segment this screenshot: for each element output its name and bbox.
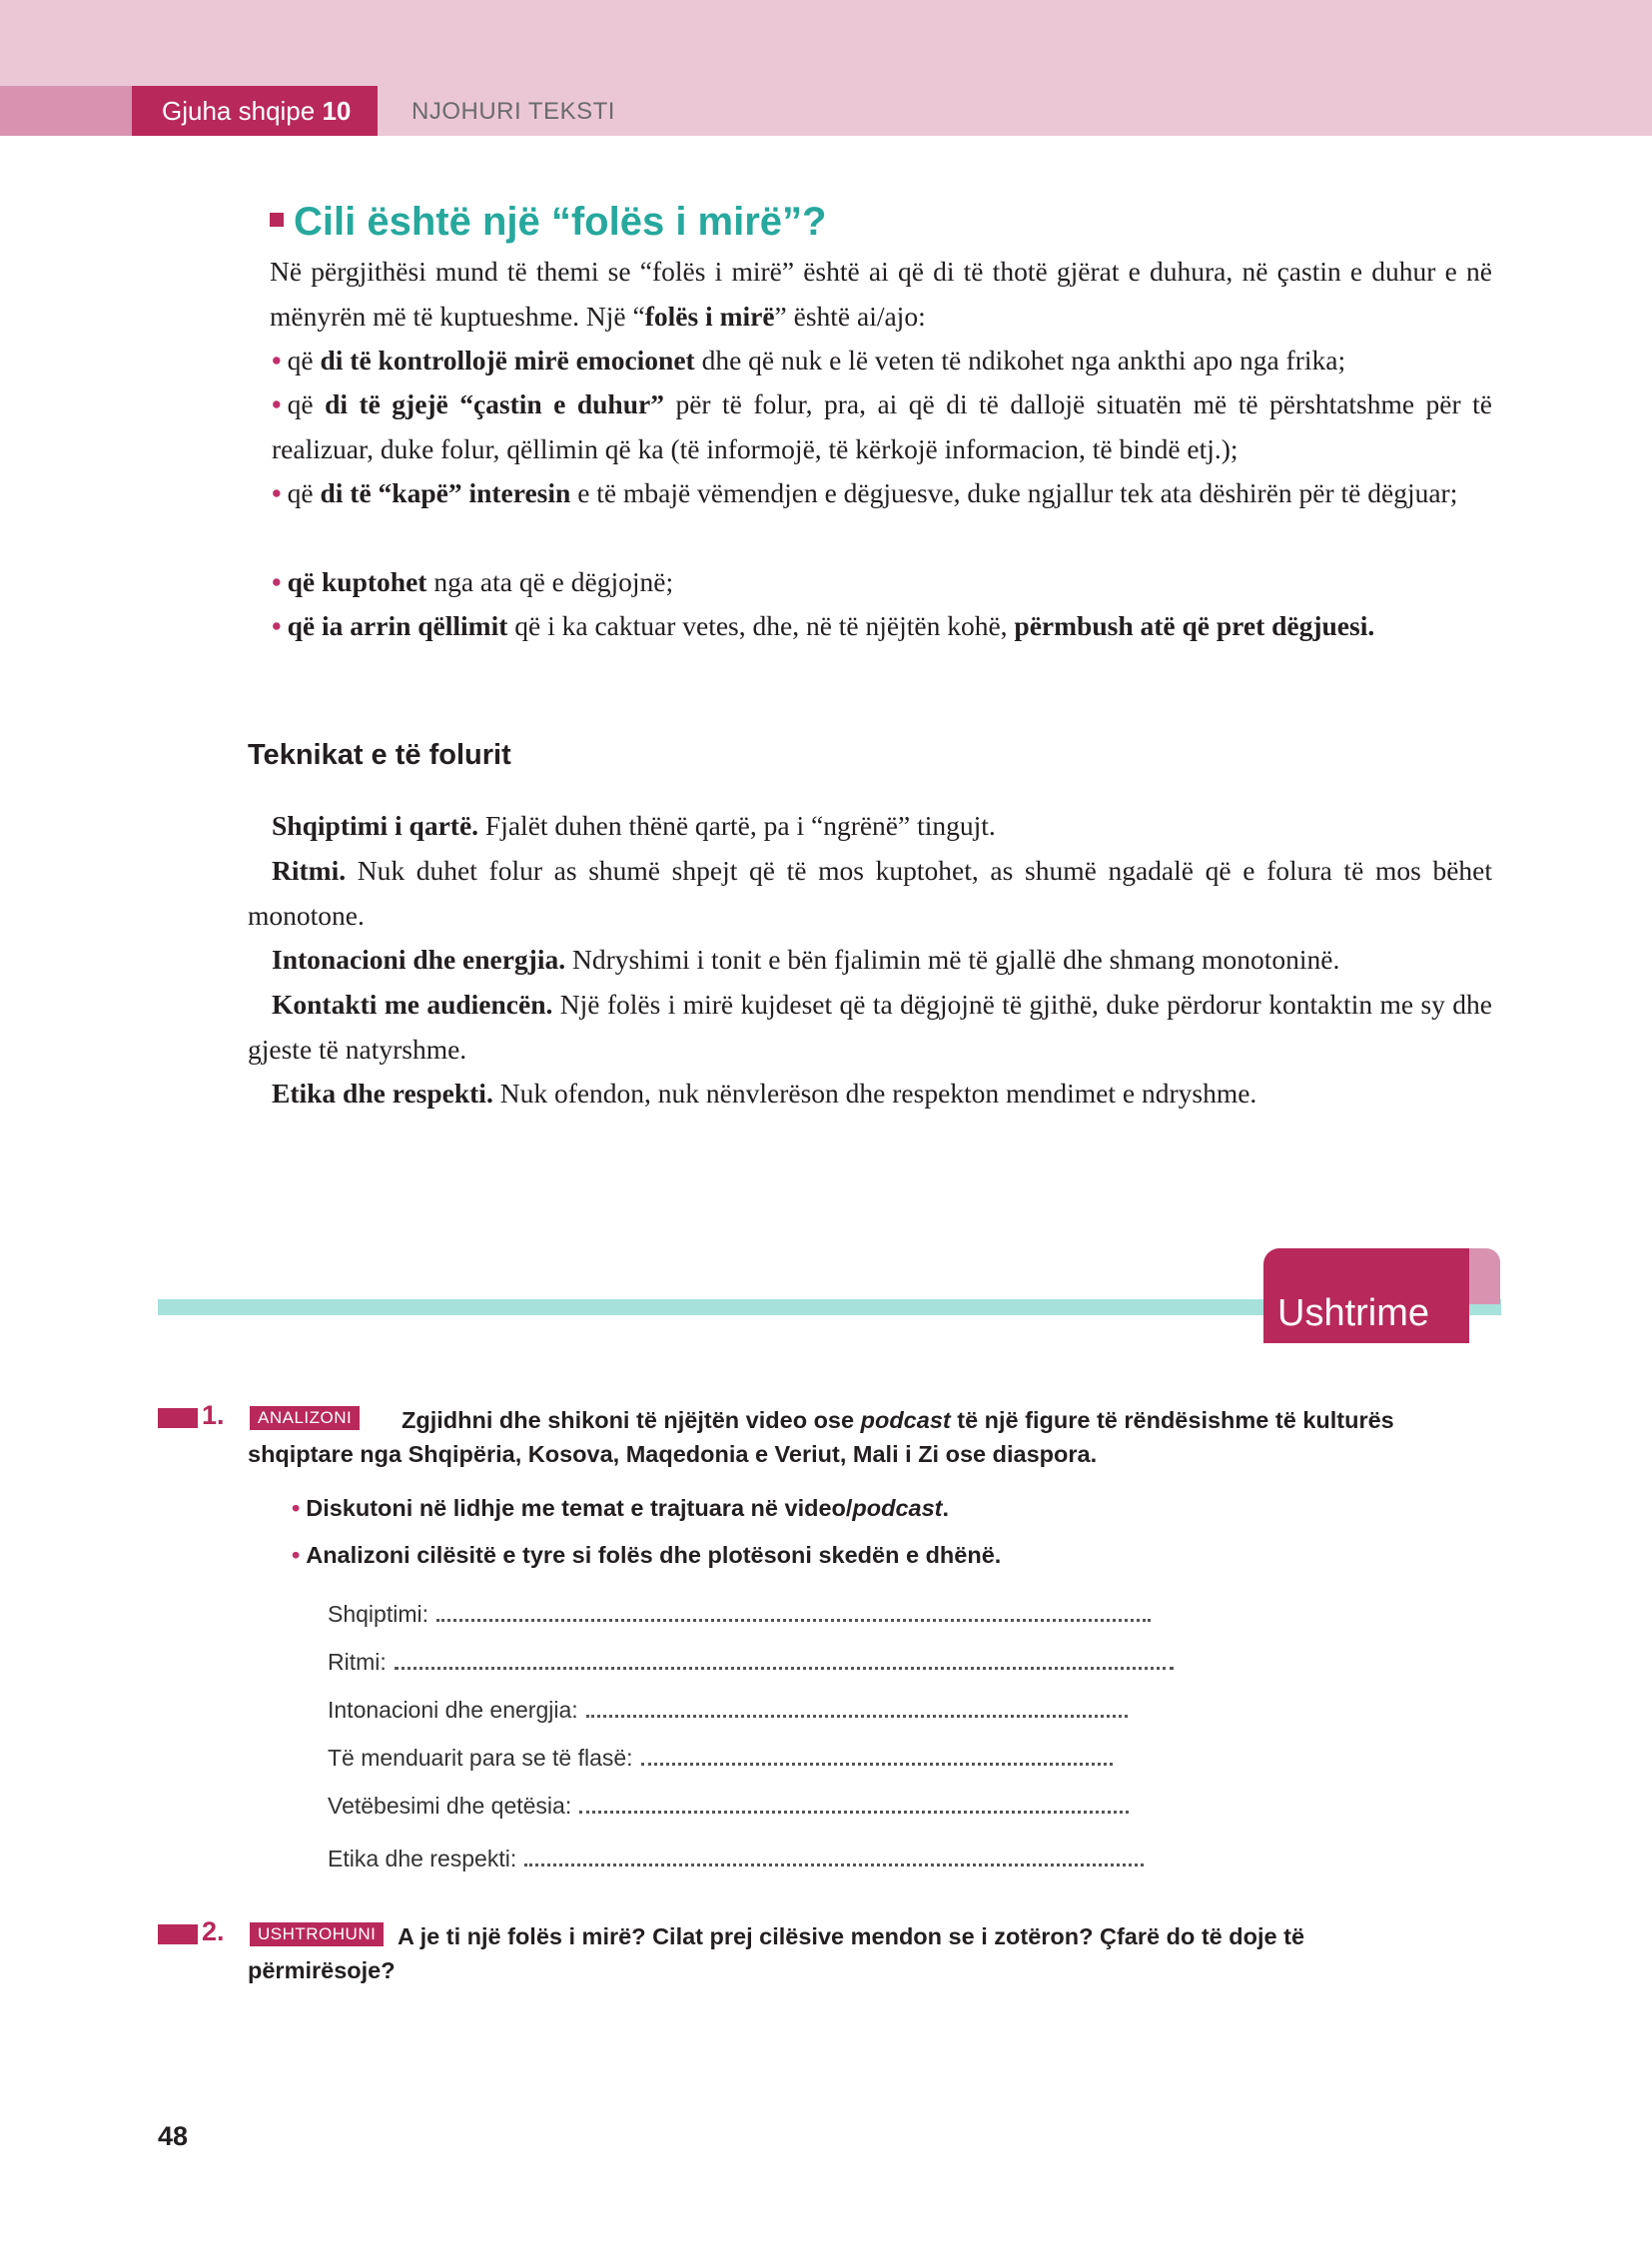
book-name: Gjuha shqipe — [162, 96, 316, 126]
fill-in-field[interactable]: Shqiptimi: — [328, 1601, 1151, 1628]
dotted-line — [579, 1797, 1129, 1814]
bullet-item: • që di të gjejë “çastin e duhur” për të folur, pra, ai që di të dallojë situatën më të përshtatshme për të realizuar, duke folur, qëllimin që ka (të informojë, të kërkojë informacion, të bindë etj.); — [272, 388, 1492, 464]
section-label: NJOHURI TEKSTI — [412, 98, 615, 125]
technique-item: Ritmi. Nuk duhet folur as shumë shpejt që të mos kuptohet, as shumë ngadalë që e folura të mos bëhet monotone. — [248, 855, 1492, 931]
exercise-badge: USHTROHUNI — [250, 1922, 384, 1946]
book-number: 10 — [322, 96, 352, 126]
page-number: 48 — [158, 2121, 189, 2151]
bullet-item: • që di të kontrollojë mirë emocionet dhe që nuk e lë veten të ndikohet nga ankthi apo nga frika; — [272, 345, 1346, 375]
exercise-number: 1. — [202, 1400, 225, 1430]
fill-in-field[interactable]: Intonacioni dhe energjia: — [328, 1697, 1128, 1724]
bullet-dot-icon: • — [272, 388, 282, 419]
bullet-dot-icon: • — [272, 477, 282, 508]
bullet-item: • që di të “kapë” interesin e të mbajë vëmendjen e dëgjuesve, duke ngjallur tek ata dëshirën për të dëgjuar; — [272, 477, 1458, 508]
exercise-1-text: Zgjidhni dhe shikoni të njëjtën video ose podcast të një figure të rëndësishme të kulturës shqiptare nga Shqipëria, Kosova, Maqedonia e Veriut, Mali i Zi ose diaspora. — [248, 1407, 1394, 1467]
exercises-tab — [1263, 1248, 1469, 1343]
bullet-item: • që ia arrin qëllimit që i ka caktuar vetes, dhe, në të njëjtën kohë, përmbush atë që pret dëgjuesi. — [272, 610, 1375, 641]
intro-text: Në përgjithësi mund të themi se “folës i mirë” është ai që di të thotë gjërat e duhura, në çastin e duhur e në mënyrën më të kuptueshme. Një “ — [270, 256, 1492, 332]
exercise-1-bullet: • Diskutoni në lidhje me temat e trajtuara në video/podcast. — [292, 1495, 950, 1521]
bullet-dot-icon: • — [272, 566, 282, 597]
bullet-item: • që kuptohet nga ata që e dëgjojnë; — [272, 566, 674, 597]
intro-text-end: ” është ai/ajo: — [774, 300, 926, 332]
exercises-tab-label: Ushtrime — [1277, 1292, 1430, 1334]
bullet-dot-icon: • — [272, 345, 282, 375]
fill-in-field[interactable]: Vetëbesimi dhe qetësia: — [328, 1793, 1129, 1820]
dotted-line — [524, 1850, 1144, 1867]
technique-item: Intonacioni dhe energjia. Ndryshimi i tonit e bën fjalimin më të gjallë dhe shmang monotoninë. — [272, 944, 1340, 975]
fill-in-field[interactable]: Të menduarit para se të flasë: — [328, 1745, 1113, 1772]
exercise-number-bar — [158, 1924, 198, 1944]
page-title — [270, 200, 826, 245]
exercise-badge: ANALIZONI — [250, 1406, 360, 1430]
bullet-dot-icon: • — [292, 1495, 301, 1521]
bullet-dot-icon: • — [292, 1542, 301, 1568]
technique-item: Kontakti me audiencën. Një folës i mirë kujdeset që ta dëgjojnë të gjithë, duke përdorur kontaktin me sy dhe gjeste të natyrshme. — [248, 989, 1493, 1065]
square-bullet-icon — [270, 213, 284, 227]
header-tab-left — [0, 86, 132, 136]
technique-item: Etika dhe respekti. Nuk ofendon, nuk nënvlerëson dhe respekton mendimet e ndryshme. — [272, 1078, 1257, 1109]
dotted-line — [641, 1749, 1113, 1766]
intro-paragraph — [270, 250, 1492, 339]
fill-in-field[interactable]: Etika dhe respekti: — [328, 1846, 1144, 1872]
exercise-2-text: A je ti një folës i mirë? Cilat prej cilësive mendon se i zotëron? Çfarë do të doje të përmirësoje? — [248, 1923, 1305, 1983]
techniques-title: Teknikat e të folurit — [248, 739, 511, 771]
technique-item: Shqiptimi i qartë. Fjalët duhen thënë qartë, pa i “ngrënë” tingujt. — [272, 810, 996, 841]
exercises-tab-fold — [1466, 1248, 1500, 1304]
exercise-number-bar — [158, 1408, 198, 1428]
exercise-number: 2. — [202, 1916, 225, 1946]
fill-in-field[interactable]: Ritmi: — [328, 1649, 1174, 1676]
exercise-1-bullet: • Analizoni cilësitë e tyre si folës dhe plotësoni skedën e dhënë. — [292, 1542, 1002, 1568]
page-title-text: Cili është një “folës i mirë”? — [294, 200, 827, 244]
book-title — [132, 86, 378, 136]
dotted-line — [395, 1653, 1174, 1670]
intro-bold: folës i mirë — [644, 300, 775, 332]
bullet-dot-icon: • — [272, 610, 282, 641]
dotted-line — [586, 1701, 1128, 1718]
dotted-line — [436, 1605, 1151, 1622]
